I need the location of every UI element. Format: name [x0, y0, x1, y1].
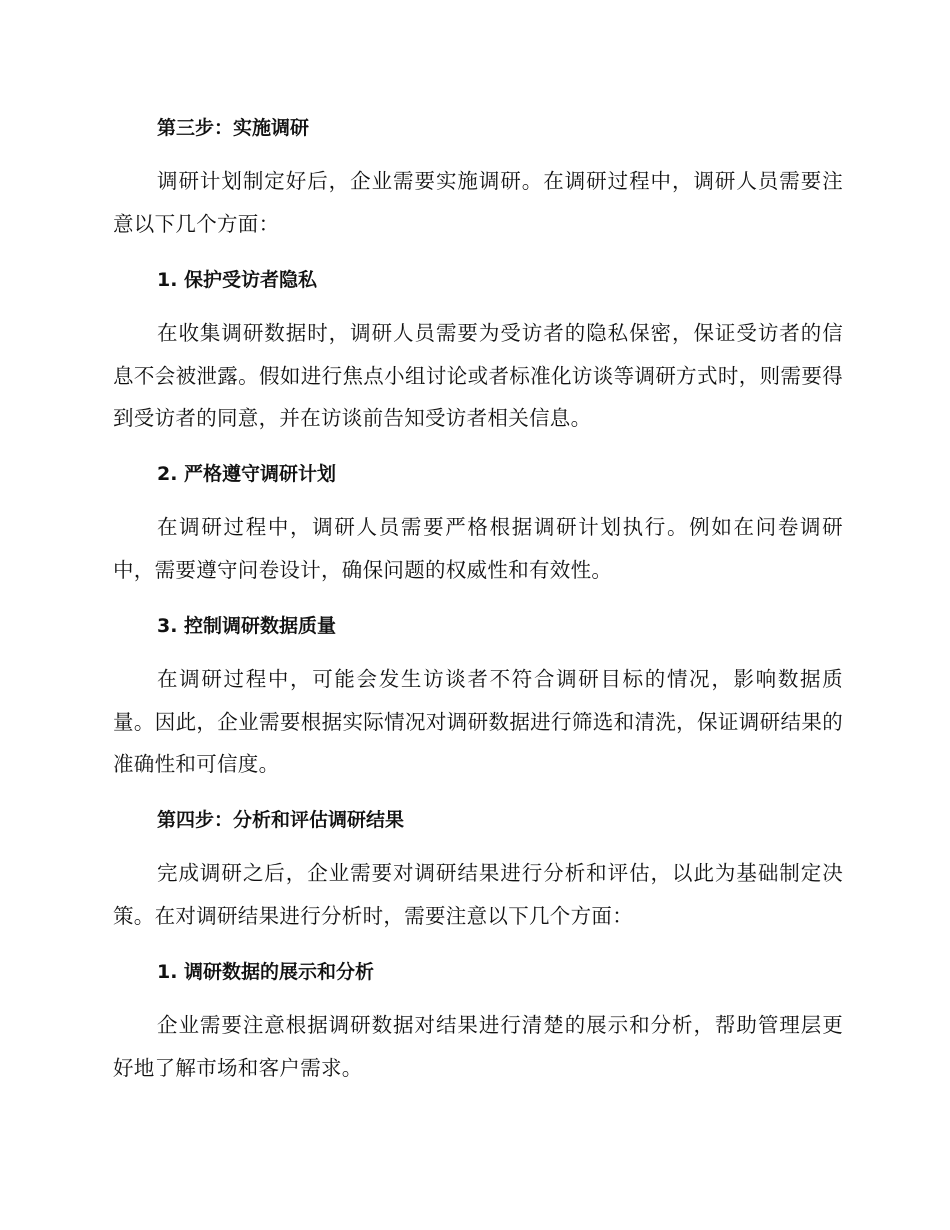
subheading-protect-privacy: 1. 保护受访者隐私 — [157, 269, 318, 291]
paragraph-data-presentation: 企业需要注意根据调研数据对结果进行清楚的展示和分析，帮助管理层更好地了解市场和客户需求。 — [113, 1013, 843, 1080]
paragraph-data-quality: 在调研过程中，可能会发生访谈者不符合调研目标的情况，影响数据质量。因此，企业需要根据实际情况对调研数据进行筛选和清洗，保证调研结果的准确性和可信度。 — [113, 667, 843, 776]
subheading-follow-plan: 2. 严格遵守调研计划 — [157, 463, 337, 485]
section-heading-step-four: 第四步：分析和评估调研结果 — [157, 809, 405, 831]
section-heading-step-three: 第三步：实施调研 — [157, 117, 310, 139]
paragraph-step-four-intro: 完成调研之后，企业需要对调研结果进行分析和评估，以此为基础制定决策。在对调研结果进行分析时，需要注意以下几个方面： — [113, 861, 843, 928]
paragraph-follow-plan: 在调研过程中，调研人员需要严格根据调研计划执行。例如在问卷调研中，需要遵守问卷设计，确保问题的权威性和有效性。 — [113, 515, 843, 582]
subheading-data-quality: 3. 控制调研数据质量 — [157, 615, 337, 637]
subheading-data-presentation: 1. 调研数据的展示和分析 — [157, 961, 375, 983]
paragraph-step-three-intro: 调研计划制定好后，企业需要实施调研。在调研过程中，调研人员需要注意以下几个方面： — [113, 169, 843, 236]
paragraph-protect-privacy: 在收集调研数据时，调研人员需要为受访者的隐私保密，保证受访者的信息不会被泄露。假如进行焦点小组讨论或者标准化访谈等调研方式时，则需要得到受访者的同意，并在访谈前告知受访者相关信息。 — [113, 321, 843, 430]
